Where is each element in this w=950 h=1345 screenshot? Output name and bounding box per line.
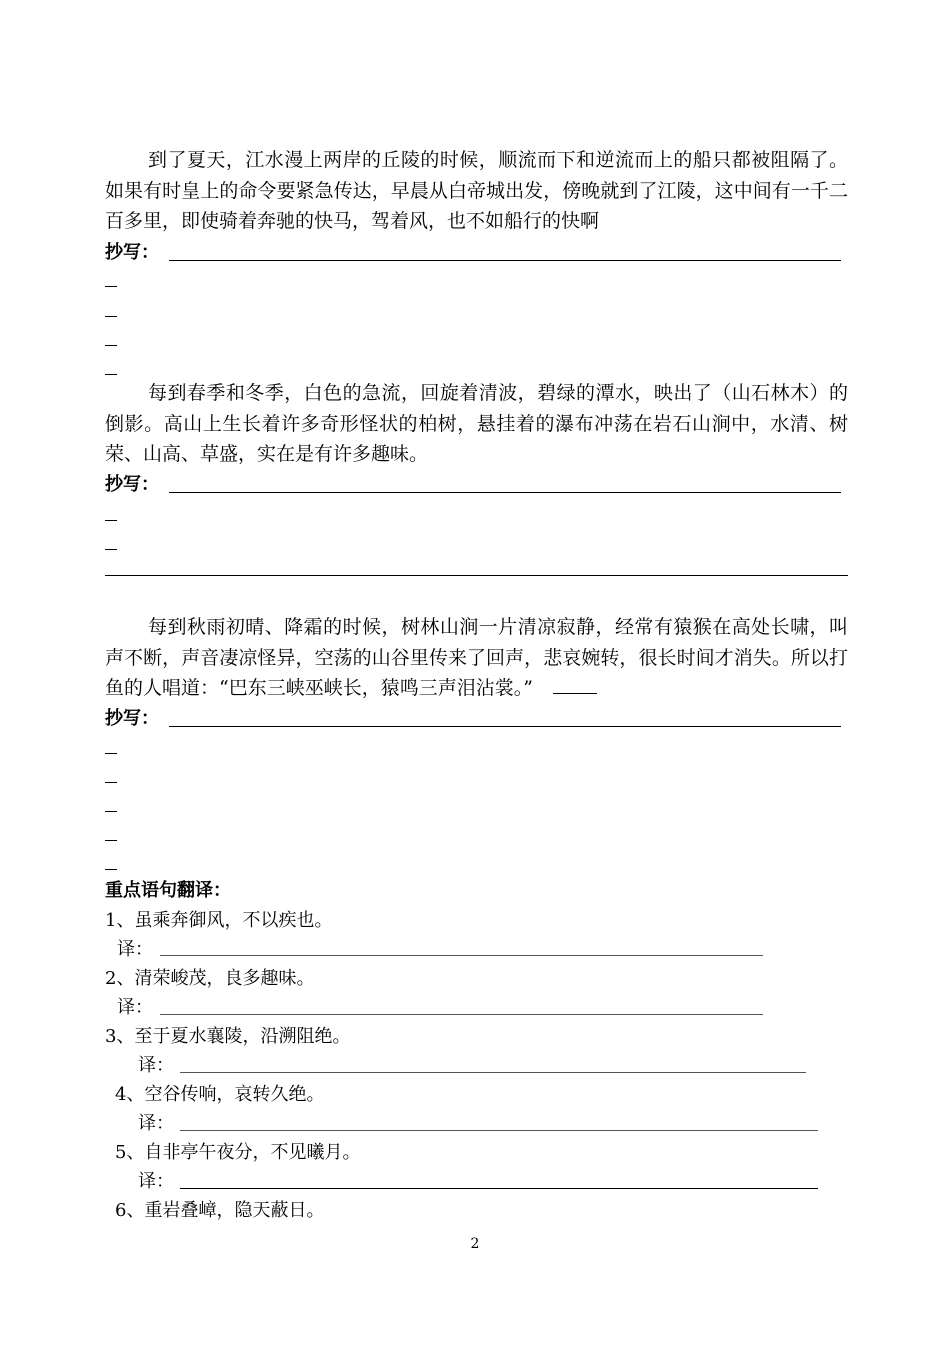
copy-row-1[interactable] bbox=[105, 238, 848, 268]
copy-line[interactable] bbox=[169, 260, 841, 261]
sentence-item-3: 3、至于夏水襄陵，沿溯阻绝。 bbox=[105, 1026, 351, 1047]
blank-dash bbox=[105, 782, 117, 783]
translate-line-5[interactable] bbox=[180, 1188, 818, 1189]
blank-dash bbox=[105, 316, 117, 317]
copy-line[interactable] bbox=[169, 726, 841, 727]
blank-dash bbox=[105, 840, 117, 841]
translate-label: 译： bbox=[138, 1113, 174, 1134]
blank-dash bbox=[105, 549, 117, 550]
sentence-item-6: 6、重岩叠嶂，隐天蔽日。 bbox=[115, 1200, 325, 1221]
translate-label: 译： bbox=[138, 1055, 174, 1076]
blank-dash bbox=[105, 374, 117, 375]
passage-2-text: 每到春季和冬季，白色的急流，回旋着清波，碧绿的潭水，映出了（山石林木）的倒影。高山上生长着许多奇形怪状的柏树，悬挂着的瀑布冲荡在岩石山涧中，水清、树荣、山高、草盛，实在是有许多趣味。 bbox=[105, 382, 848, 465]
translate-label: 译： bbox=[138, 1171, 174, 1192]
translate-label: 译： bbox=[117, 997, 153, 1018]
blank-dash bbox=[105, 520, 117, 521]
sentence-item-2: 2、清荣峻茂，良多趣味。 bbox=[105, 968, 315, 989]
passage-1 bbox=[105, 145, 848, 237]
sentence-item-5: 5、自非亭午夜分，不见曦月。 bbox=[115, 1142, 361, 1163]
blank-dash bbox=[105, 811, 117, 812]
passage-3-text: 每到秋雨初晴、降霜的时候，树林山涧一片清凉寂静，经常有猿猴在高处长啸，叫声不断，声音凄凉怪异，空荡的山谷里传来了回声，悲哀婉转，很长时间才消失。所以打鱼的人唱道：“巴东三峡巫峡长，猿鸣三声泪沾裳。” bbox=[105, 616, 848, 699]
translate-line-2[interactable] bbox=[160, 1014, 763, 1015]
copy-label: 抄写： bbox=[105, 242, 159, 263]
copy-label: 抄写： bbox=[105, 474, 159, 495]
fill-blank[interactable] bbox=[553, 693, 597, 694]
copy-row-3[interactable] bbox=[105, 704, 848, 734]
translate-line-3[interactable] bbox=[180, 1072, 806, 1073]
translate-line-4[interactable] bbox=[180, 1130, 818, 1131]
copy-row-2[interactable] bbox=[105, 470, 848, 500]
page-number: 2 bbox=[470, 1236, 480, 1252]
answer-line[interactable] bbox=[105, 575, 848, 576]
sentence-item-4: 4、空谷传响，哀转久绝。 bbox=[115, 1084, 325, 1105]
copy-label: 抄写： bbox=[105, 708, 159, 729]
blank-dash bbox=[105, 286, 117, 287]
sentence-item-1: 1、虽乘奔御风，不以疾也。 bbox=[105, 910, 333, 931]
blank-dash bbox=[105, 869, 117, 870]
section-title: 重点语句翻译： bbox=[105, 880, 231, 901]
translate-label: 译： bbox=[117, 939, 153, 960]
blank-dash bbox=[105, 753, 117, 754]
passage-3 bbox=[105, 612, 848, 704]
copy-line[interactable] bbox=[169, 492, 841, 493]
blank-dash bbox=[105, 345, 117, 346]
passage-1-text: 到了夏天，江水漫上两岸的丘陵的时候，顺流而下和逆流而上的船只都被阻隔了。 如果有时皇上的命令要紧急传达，早晨从白帝城出发，傍晚就到了江陵，这中间有一千二百多里，即使骑着奔驰的快马，驾着风，也不如船行的快啊 bbox=[105, 149, 848, 232]
translate-line-1[interactable] bbox=[160, 955, 763, 956]
passage-2 bbox=[105, 378, 848, 470]
